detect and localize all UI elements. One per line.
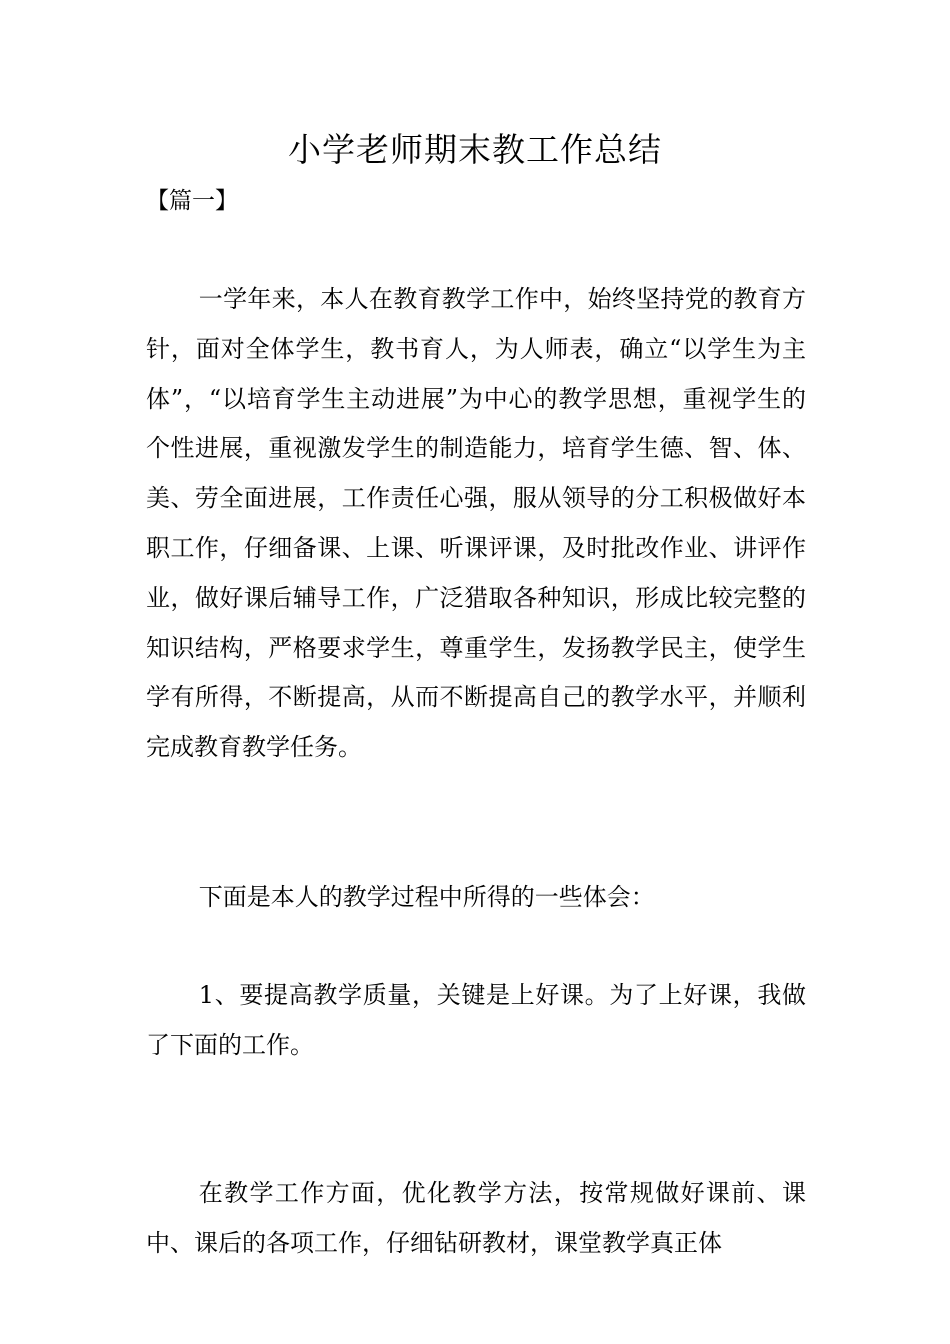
section-label: 【篇一】 (146, 188, 238, 214)
paragraph: 一学年来，本人在教育教学工作中，始终坚持党的教育方针，面对全体学生，教书育人，为人师表，确立“以学生为主体”，“以培育学生主动进展”为中心的教学思想，重视学生的个性进展，重视激发学生的制造能力，培育学生德、智、体、美、劳全面进展，工作责任心强，服从领导的分工积极做好本职工作，仔细备课、上课、听课评课，及时批改作业、讲评作业，做好课后辅导工作，广泛猎取各种知识，形成比较完整的知识结构，严格要求学生，尊重学生，发扬教学民主，使学生学有所得，不断提高，从而不断提高自己的教学水平，并顺利完成教育教学任务。 (146, 285, 806, 762)
document-title: 小学老师期末教工作总结 (288, 130, 662, 169)
paragraph: 1、要提高教学质量，关键是上好课。为了上好课，我做了下面的工作。 (146, 981, 806, 1059)
paragraph: 在教学工作方面，优化教学方法，按常规做好课前、课中、课后的各项工作，仔细钻研教材，课堂教学真正体 (146, 1179, 806, 1257)
paragraph: 下面是本人的教学过程中所得的一些体会： (198, 883, 655, 911)
